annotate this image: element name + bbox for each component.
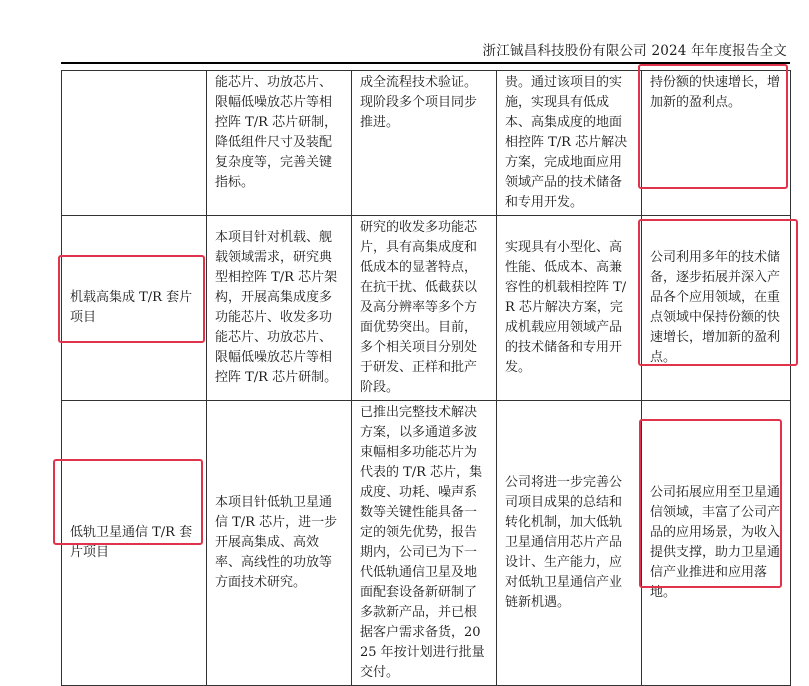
project-impact-cell: 公司拓展应用至卫星通信领域，丰富了公司产品的应用场景，为收入提供支撑，助力卫星通信产业推进和应用落地。 — [642, 401, 791, 686]
project-goal-cell: 公司将进一步完善公司项目成果的总结和转化机制，加大低轨卫星通信用芯片产品设计、生产能力，应对低轨卫星通信产业链新机遇。 — [497, 401, 642, 686]
header-rule — [61, 62, 790, 64]
project-objective-cell: 本项目针低轨卫星通信 T/R 芯片，进一步开展高集成、高效率、高线性的功放等方面技术研究。 — [207, 401, 352, 686]
project-progress-cell: 研究的收发多功能芯片，具有高集成度和低成本的显著特点，在抗干扰、低截获以及高分辨率等多个方面优势突出。目前，多个相关项目分别处于研发、正样和批产阶段。 — [352, 216, 497, 401]
table-row — [62, 401, 791, 686]
table-row — [62, 71, 791, 216]
project-progress-cell: 已推出完整技术解决方案，以多通道多波束幅相多功能芯片为代表的 T/R 芯片，集成度、功耗、噪声系数等关键性能具备一定的领先优势，报告期内，公司已为下一代低轨通信卫星及地面配套设备新研制了多款新产品，并已根据客户需求备货，2025 年按计划进行批量交付。 — [352, 401, 497, 686]
project-name-cell: 机载高集成 T/R 套片项目 — [62, 216, 207, 401]
table-row — [62, 216, 791, 401]
project-goal-cell: 实现具有小型化、高性能、低成本、高兼容性的机载相控阵 T/R 芯片解决方案，完成机载应用领域产品的技术储备和专用开发。 — [497, 216, 642, 401]
project-goal-cell: 贵。通过该项目的实施，实现具有低成本、高集成度的地面相控阵 T/R 芯片解决方案，完成地面应用领域产品的技术储备和专用开发。 — [497, 71, 642, 216]
project-objective-cell: 本项目针对机载、舰载领域需求，研究典型相控阵 T/R 芯片架构，开展高集成度多功能芯片、收发多功能芯片、功放芯片、限幅低噪放芯片等相控阵 T/R 芯片研制。 — [207, 216, 352, 401]
report-header-title: 浙江铖昌科技股份有限公司 2024 年年度报告全文 — [482, 43, 787, 59]
project-progress-cell: 成全流程技术验证。现阶段多个项目同步推进。 — [352, 71, 497, 216]
project-impact-cell: 公司利用多年的技术储备，逐步拓展并深入产品各个应用领域，在重点领域中保持份额的快速增长，增加新的盈利点。 — [642, 216, 791, 401]
project-impact-cell: 持份额的快速增长，增加新的盈利点。 — [642, 71, 791, 216]
project-name-cell — [62, 71, 207, 216]
project-objective-cell: 能芯片、功放芯片、限幅低噪放芯片等相控阵 T/R 芯片研制，降低组件尺寸及装配复杂度等，完善关键指标。 — [207, 71, 352, 216]
rd-projects-table — [61, 70, 791, 686]
project-name-cell: 低轨卫星通信 T/R 套片项目 — [62, 401, 207, 686]
